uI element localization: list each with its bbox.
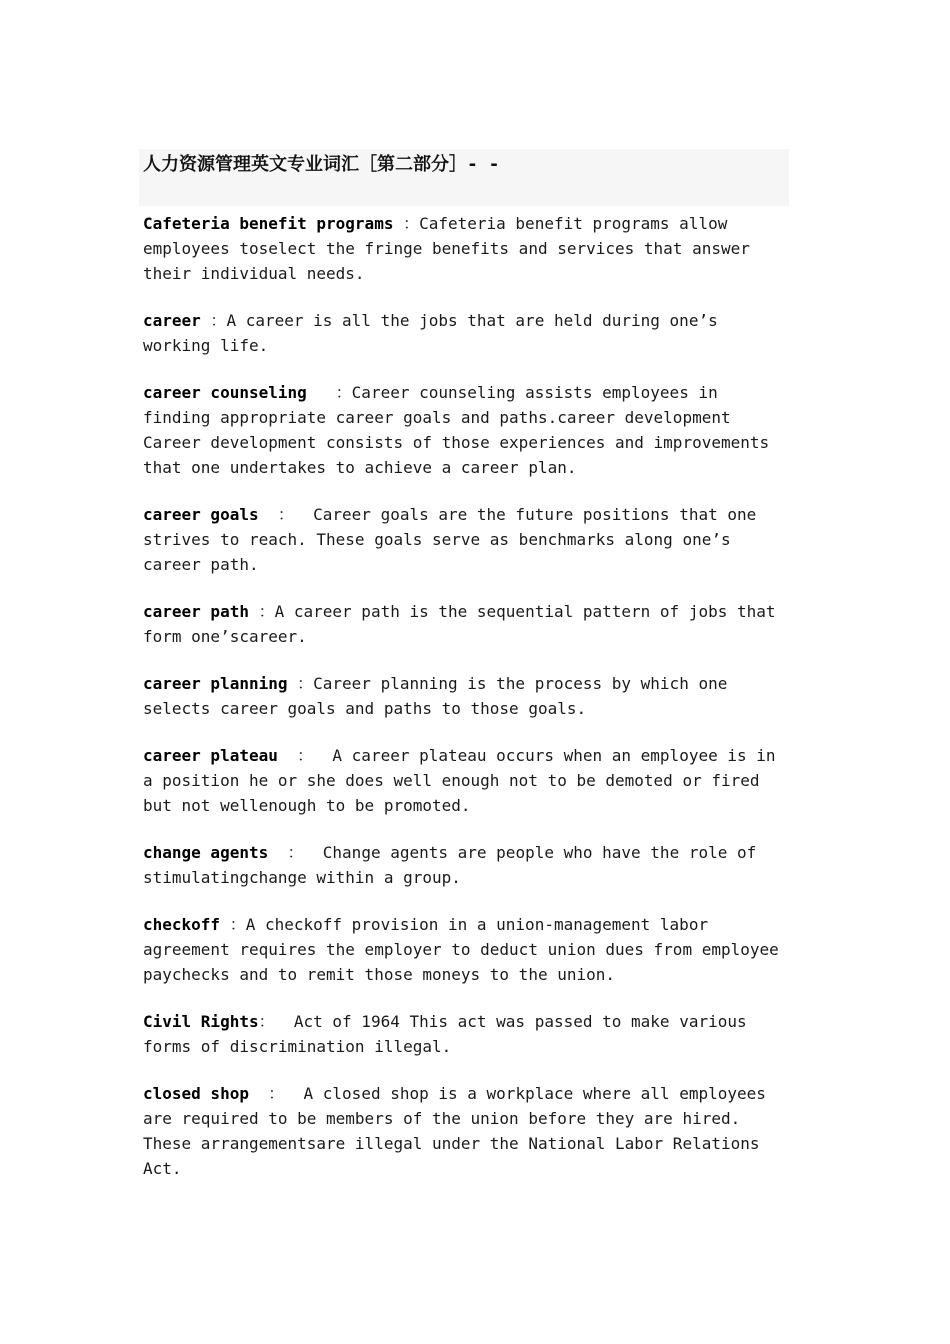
glossary-term: closed shop <box>143 1084 249 1103</box>
term-separator: ： <box>258 505 314 524</box>
term-separator: ： <box>248 1084 304 1103</box>
glossary-entry <box>143 1009 793 1059</box>
glossary-definition: Career goals are the future positions that one strives to reach. These goals serve as benchmarks along one’s career path. <box>143 505 766 574</box>
glossary-term: Cafeteria benefit programs <box>143 214 394 233</box>
glossary-entry <box>143 380 793 480</box>
term-separator: ： <box>248 602 275 621</box>
glossary-term: change agents <box>143 843 269 862</box>
page-title: 人力资源管理英文专业词汇［第二部分］- - <box>143 154 500 175</box>
glossary-term: career path <box>143 602 249 621</box>
glossary-definition: A career path is the sequential pattern of jobs that form one’scareer. <box>143 602 786 646</box>
glossary-term: career <box>143 311 201 330</box>
term-separator: ： <box>306 383 352 402</box>
glossary-definition: A checkoff provision in a union-management labor agreement requires the employer to deduct union dues from employee paychecks and to remit those moneys to the union. <box>143 915 789 984</box>
glossary-definition: A closed shop is a workplace where all employees are required to be members of the union before they are hired. These arrangementsare illegal under the National Labor Relations Act. <box>143 1084 776 1178</box>
glossary-term: career plateau <box>143 746 278 765</box>
title-bar <box>139 149 789 206</box>
glossary-term: career goals <box>143 505 259 524</box>
glossary-definition: Change agents are people who have the role of stimulatingchange within a group. <box>143 843 766 887</box>
glossary-definition: Career counseling assists employees in finding appropriate career goals and paths.career development Career development consists of those experiences and improvements that one undertakes to achieve a career plan. <box>143 383 779 477</box>
glossary-definition: A career is all the jobs that are held during one’s working life. <box>143 311 728 355</box>
glossary-entry <box>143 671 793 721</box>
glossary-entry <box>143 211 793 286</box>
glossary-entry <box>143 308 793 358</box>
glossary-entry <box>143 912 793 987</box>
glossary-definition: Cafeteria benefit programs allow employees toselect the fringe benefits and services that answer their individual needs. <box>143 214 760 283</box>
glossary-definition: Act of 1964 This act was passed to make various forms of discrimination illegal. <box>143 1012 757 1056</box>
term-separator: ： <box>277 746 333 765</box>
term-separator: ： <box>393 214 420 233</box>
glossary-entry <box>143 840 793 890</box>
glossary-definition: A career plateau occurs when an employee is in a position he or she does well enough not to be demoted or fired but not wellenough to be promoted. <box>143 746 786 815</box>
glossary-definition: Career planning is the process by which one selects career goals and paths to those goals. <box>143 674 737 718</box>
glossary-list <box>143 211 793 1203</box>
glossary-entry <box>143 743 793 818</box>
glossary-term: career planning <box>143 674 288 693</box>
glossary-term: career counseling <box>143 383 307 402</box>
glossary-entry <box>143 599 793 649</box>
glossary-term: checkoff <box>143 915 221 934</box>
term-separator: ： <box>220 915 246 934</box>
glossary-term: Civil Rights <box>143 1012 259 1031</box>
glossary-entry <box>143 502 793 577</box>
term-separator: ： <box>268 843 323 862</box>
term-separator: ： <box>200 311 227 330</box>
glossary-entry <box>143 1081 793 1181</box>
term-separator: ： <box>287 674 314 693</box>
term-separator: ： <box>258 1012 294 1031</box>
